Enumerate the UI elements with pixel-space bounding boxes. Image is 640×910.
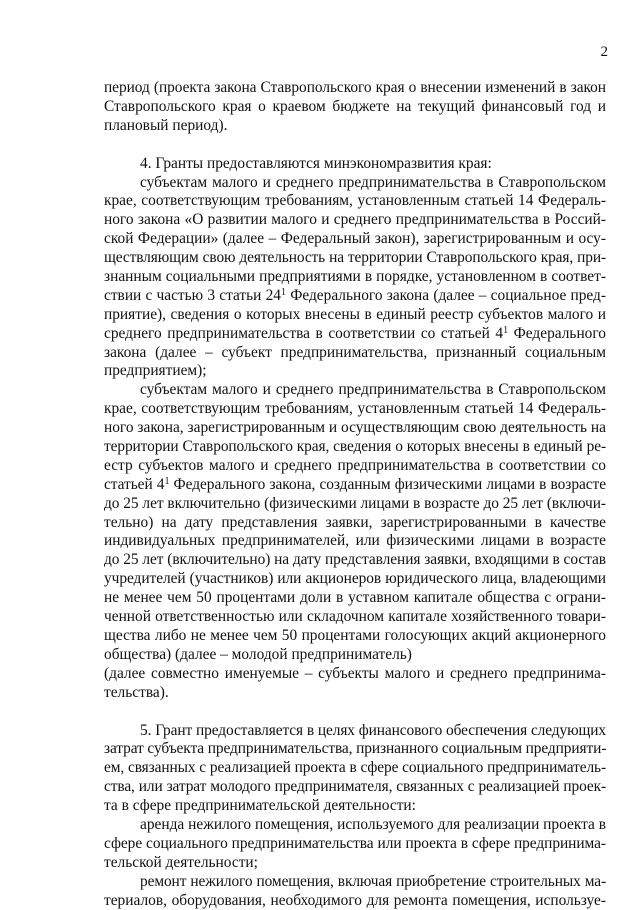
text-fragment: ствии с частью 3 статьи 24 [104, 286, 281, 304]
superscript: 1 [164, 475, 170, 487]
text-line: приятие), сведения о которых внесены в единый реестр субъектов малого и [104, 305, 606, 323]
text-line: знанным социальными предприятиями в порядке, установленном в соответ- [104, 268, 606, 286]
text-line: до 25 лет включительно (физическими лицами в возрасте до 25 лет (включи- [104, 494, 606, 512]
text-line [104, 287, 606, 306]
superscript: 1 [503, 324, 509, 336]
text-fragment: статьей 4 [104, 475, 165, 493]
document-body [104, 79, 606, 910]
text-line: учредителей (участников) или акционеров юридического лица, владеющими [104, 570, 606, 588]
text-line: плановый период). [104, 116, 228, 134]
text-line: сфере социального предпринимательства или проекта в сфере предпринима- [104, 834, 606, 852]
text-line: ства, или затрат молодого предпринимателя, связанных с реализацией проек- [104, 778, 606, 796]
text-line: териалов, оборудования, необходимого для ремонта помещения, используе- [104, 891, 606, 909]
text-line: ченной ответственностью или складочном капитале хозяйственного товари- [104, 608, 606, 626]
text-line: общества) (далее – молодой предприниматель) [104, 645, 412, 663]
text-line: индивидуальных предпринимателей, или физическими лицами в возрасте [104, 532, 606, 550]
text-line: ем, связанных с реализацией проекта в сфере социального предприниматель- [104, 759, 606, 777]
text-line: субъектам малого и среднего предпринимательства в Ставропольском [140, 381, 606, 399]
text-line [104, 476, 606, 495]
text-line: ного закона, зарегистрированным и осуществляющим свою деятельность на [104, 419, 606, 437]
text-line: закона (далее – субъект предпринимательства, признанный социальным [104, 343, 606, 361]
text-fragment: среднего предпринимательства в соответствии со статьей 4 [104, 324, 504, 342]
text-line: (далее совместно именуемые – субъекты малого и среднего предпринима- [104, 664, 606, 682]
text-line: не менее чем 50 процентами доли в уставном капитале общества с ограни- [104, 589, 606, 607]
paragraph-gap [104, 703, 606, 722]
text-line: ного закона «О развитии малого и среднего предпринимательства в Россий- [104, 211, 606, 229]
text-line: щества либо не менее чем 50 процентами голосующих акций акционерного [104, 626, 606, 644]
text-line: естр субъектов малого и среднего предпринимательства в соответствии со [104, 456, 606, 474]
text-line: аренда нежилого помещения, используемого для реализации проекта в [140, 815, 606, 833]
text-line: предприятием); [104, 362, 207, 380]
text-line: Ставропольского края о краевом бюджете на текущий финансовый год и [104, 97, 606, 115]
page-number: 2 [600, 44, 608, 60]
text-line: тельно) на дату представления заявки, зарегистрированными в качестве [104, 513, 606, 531]
section-heading: 5. Грант предоставляется в целях финансового обеспечения следующих [140, 721, 606, 739]
text-line: ществляющим свою деятельность на территории Ставропольского края, при- [104, 249, 606, 267]
text-line: тельства). [104, 683, 169, 701]
text-line: территории Ставропольского края, сведения о которых внесены в единый ре- [104, 438, 606, 456]
text-line: до 25 лет (включительно) на дату представления заявки, входящими в состав [104, 551, 606, 569]
text-line: период (проекта закона Ставропольского края о внесении изменений в закон [104, 79, 606, 96]
text-line: крае, соответствующим требованиям, установленным статьей 14 Федераль- [104, 192, 606, 210]
text-fragment: Федерального закона (далее – социальное пред- [286, 286, 606, 304]
superscript: 1 [281, 286, 286, 298]
paragraph-gap [104, 136, 606, 155]
text-line: субъектам малого и среднего предпринимательства в Ставропольском [140, 173, 606, 191]
text-line: ремонт нежилого помещения, включая приобретение строительных ма- [140, 872, 606, 890]
text-line: крае, соответствующим требованиям, установленным статьей 14 Федераль- [104, 400, 606, 418]
text-line [104, 325, 606, 344]
text-line: тельской деятельности; [104, 853, 258, 871]
text-line: затрат субъекта предпринимательства, признанного социальным предприяти- [104, 740, 607, 758]
section-heading: 4. Гранты предоставляются минэкономразвития края: [140, 154, 492, 172]
text-fragment: Федерального [508, 324, 607, 342]
text-line: ской Федерации» (далее – Федеральный закон), зарегистрированным и осу- [104, 230, 606, 248]
text-line: та в сфере предпринимательской деятельности: [104, 797, 416, 815]
text-fragment: Федерального закона, созданным физическими лицами в возрасте [169, 475, 606, 493]
